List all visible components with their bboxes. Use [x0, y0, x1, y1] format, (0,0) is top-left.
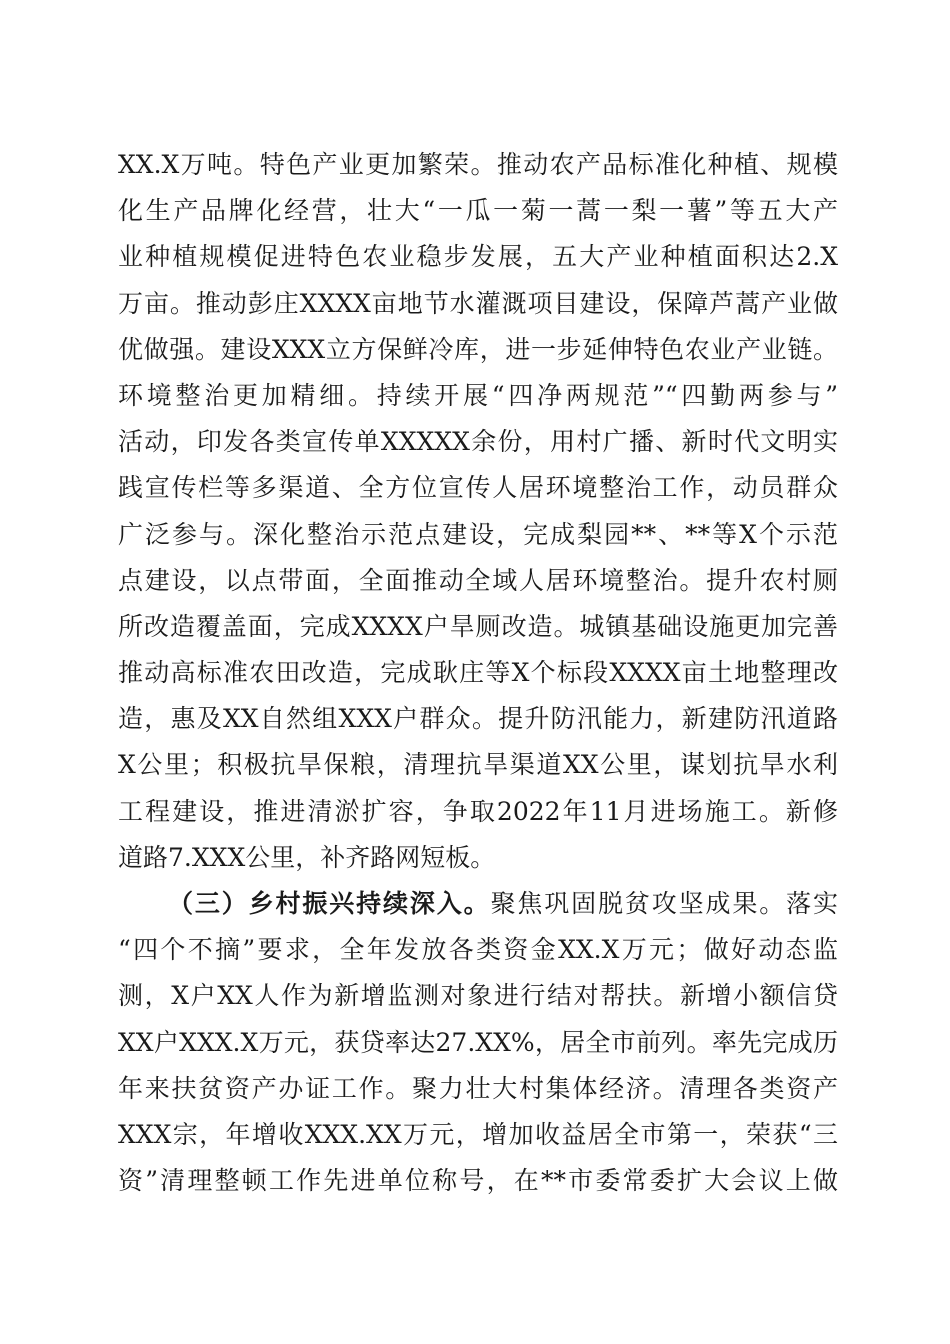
text-line: 工程建设，推进清淤扩容，争取2022年11月进场施工。新修 [118, 796, 838, 826]
text-line: 推动高标准农田改造，完成耿庄等X个标段XXXX亩土地整理改 [118, 658, 838, 688]
text-line: 资”清理整顿工作先进单位称号，在**市委常委扩大会议上做 [118, 1166, 838, 1196]
section-first-line-rest: 聚焦巩固脱贫攻坚成果。落实 [490, 889, 838, 918]
text-line: 活动，印发各类宣传单XXXXX余份，用村广播、新时代文明实 [118, 427, 838, 457]
text-line: “四个不摘”要求，全年发放各类资金XX.X万元；做好动态监 [118, 935, 838, 965]
text-line: 测，X户XX人作为新增监测对象进行结对帮扶。新增小额信贷 [118, 981, 838, 1011]
text-line: 所改造覆盖面，完成XXXX户旱厕改造。城镇基础设施更加完善 [118, 611, 838, 641]
body-text [118, 142, 838, 1204]
text-line: XXX宗，年增收XXX.XX万元，增加收益居全市第一，荣获“三 [118, 1119, 838, 1149]
text-line: 年来扶贫资产办证工作。聚力壮大村集体经济。清理各类资产 [118, 1073, 838, 1103]
text-line: 广泛参与。深化整治示范点建设，完成梨园**、**等X个示范 [118, 519, 838, 549]
text-line: 化生产品牌化经营，壮大“一瓜一菊一蒿一梨一薯”等五大产 [118, 196, 838, 226]
text-line: 造，惠及XX自然组XXX户群众。提升防汛能力，新建防汛道路 [118, 704, 838, 734]
text-line: 道路7.XXX公里，补齐路网短板。 [118, 842, 496, 872]
text-line: 业种植规模促进特色农业稳步发展，五大产业种植面积达2.X [118, 242, 838, 272]
section-heading: （三）乡村振兴持续深入。 [168, 889, 491, 918]
section-first-line [118, 881, 838, 927]
text-line: X公里；积极抗旱保粮，清理抗旱渠道XX公里，谋划抗旱水利 [118, 750, 838, 780]
text-line: 万亩。推动彭庄XXXX亩地节水灌溉项目建设，保障芦蒿产业做 [118, 288, 838, 318]
text-line: 践宣传栏等多渠道、全方位宣传人居环境整治工作，动员群众 [118, 473, 838, 503]
text-line: 点建设，以点带面，全面推动全域人居环境整治。提升农村厕 [118, 565, 838, 595]
text-line: XX.X万吨。特色产业更加繁荣。推动农产品标准化种植、规模 [118, 150, 838, 179]
text-line: 优做强。建设XXX立方保鲜冷库，进一步延伸特色农业产业链。 [118, 334, 838, 364]
text-line: 环境整治更加精细。持续开展“四净两规范”“四勤两参与” [118, 380, 838, 410]
text-line: XX户XXX.X万元，获贷率达27.XX%，居全市前列。率先完成历 [118, 1027, 838, 1057]
